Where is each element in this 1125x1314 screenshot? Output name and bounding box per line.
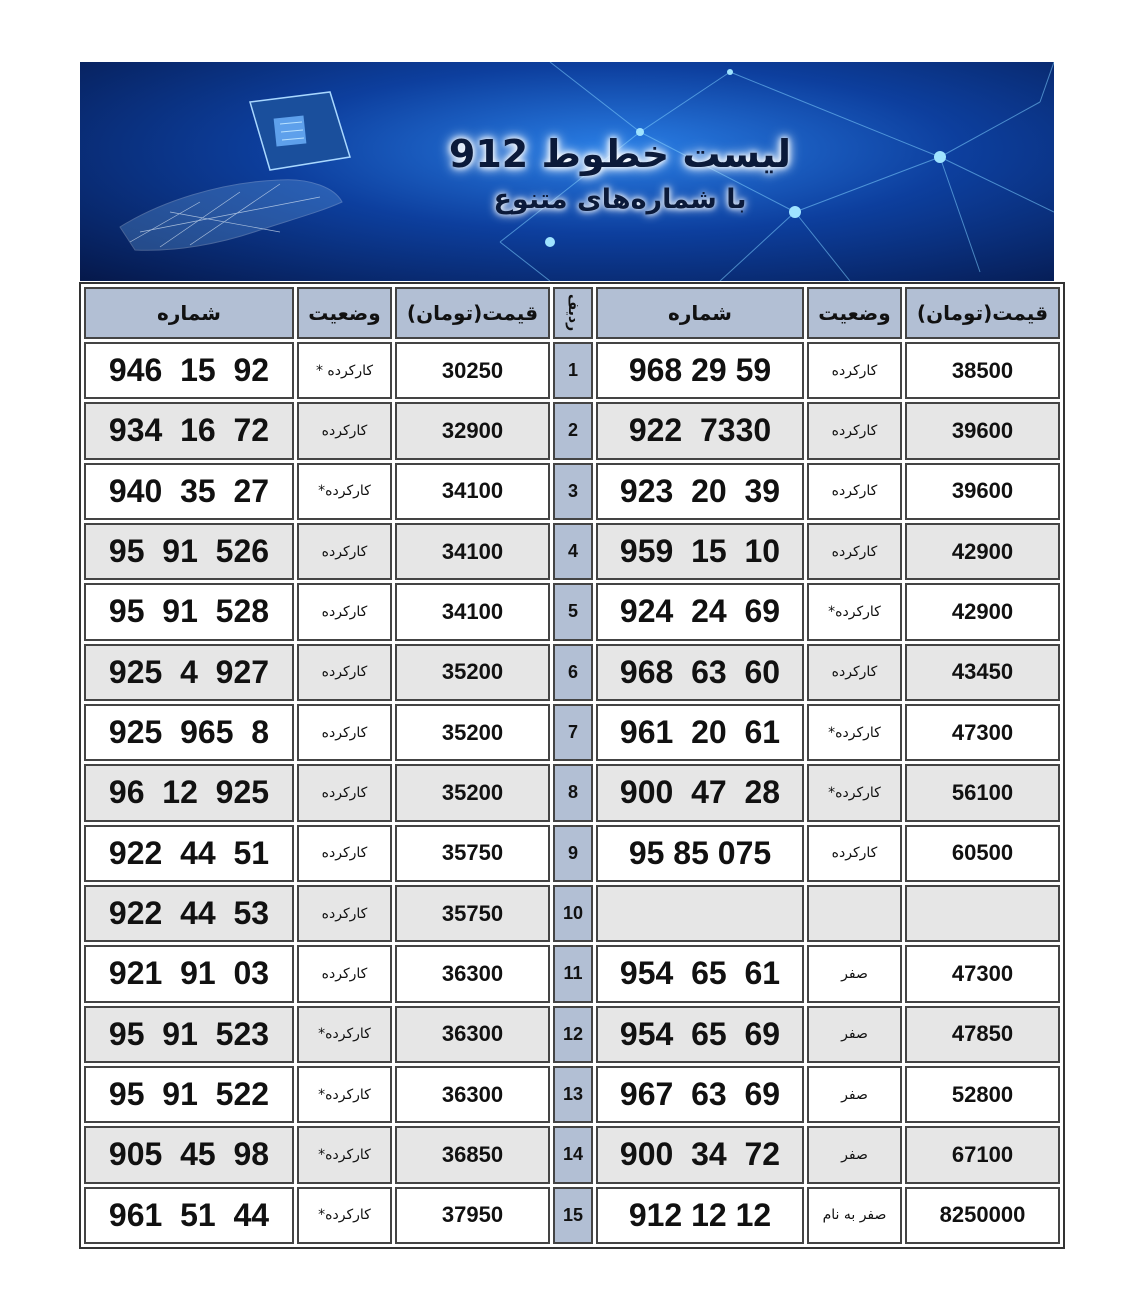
left-status-cell: کارکرده* [297, 463, 392, 520]
left-number-cell: 922 44 53 [84, 885, 294, 942]
table-row [84, 764, 1060, 821]
left-number-cell: 905 45 98 [84, 1126, 294, 1183]
header-banner [80, 62, 1054, 281]
left-status-cell: کارکرده [297, 885, 392, 942]
hand-icon [120, 180, 342, 251]
left-status-cell: کارکرده [297, 764, 392, 821]
left-number-cell: 95 91 522 [84, 1066, 294, 1123]
table-row [84, 402, 1060, 459]
left-price-cell: 35200 [395, 704, 550, 761]
table-row [84, 704, 1060, 761]
right-number-cell: 959 15 10 [596, 523, 804, 580]
right-number-cell: 954 65 69 [596, 1006, 804, 1063]
right-number-cell: 954 65 61 [596, 945, 804, 1002]
banner-title: لیست خطوط 912 [448, 132, 792, 176]
right-status-cell: کارکرده [807, 644, 902, 701]
left-status-cell: کارکرده* [297, 1006, 392, 1063]
header-left-number: شماره [84, 287, 294, 339]
left-status-cell: کارکرده [297, 704, 392, 761]
price-table [79, 282, 1065, 1249]
right-status-cell: کارکرده [807, 342, 902, 399]
right-number-cell: 968 29 59 [596, 342, 804, 399]
left-price-cell: 36300 [395, 1006, 550, 1063]
header-left-status: وضعیت [297, 287, 392, 339]
right-number-cell: 961 20 61 [596, 704, 804, 761]
row-index-cell: 1 [553, 342, 593, 399]
right-number-cell: 968 63 60 [596, 644, 804, 701]
right-status-cell: کارکرده* [807, 704, 902, 761]
left-status-cell: کارکرده* [297, 1066, 392, 1123]
right-status-cell: کارکرده [807, 402, 902, 459]
left-status-cell: کارکرده* [297, 1126, 392, 1183]
right-number-cell: 912 12 12 [596, 1187, 804, 1244]
row-index-cell: 7 [553, 704, 593, 761]
left-status-cell: کارکرده * [297, 342, 392, 399]
right-price-cell: 43450 [905, 644, 1060, 701]
right-status-cell: کارکرده* [807, 583, 902, 640]
table-row [84, 1066, 1060, 1123]
right-price-cell: 42900 [905, 523, 1060, 580]
row-index-cell: 14 [553, 1126, 593, 1183]
header-right-number: شماره [596, 287, 804, 339]
right-status-cell: صفر به نام [807, 1187, 902, 1244]
row-index-cell: 4 [553, 523, 593, 580]
table-row [84, 583, 1060, 640]
header-right-price: قیمت(تومان) [905, 287, 1060, 339]
left-price-cell: 32900 [395, 402, 550, 459]
row-index-cell: 9 [553, 825, 593, 882]
right-status-cell: صفر [807, 945, 902, 1002]
left-price-cell: 35200 [395, 644, 550, 701]
left-price-cell: 36850 [395, 1126, 550, 1183]
right-status-cell: کارکرده [807, 523, 902, 580]
left-number-cell: 95 91 523 [84, 1006, 294, 1063]
right-price-cell: 52800 [905, 1066, 1060, 1123]
right-number-cell: 900 47 28 [596, 764, 804, 821]
left-status-cell: کارکرده [297, 644, 392, 701]
table-row [84, 885, 1060, 942]
left-number-cell: 940 35 27 [84, 463, 294, 520]
row-index-cell: 10 [553, 885, 593, 942]
right-number-cell: 900 34 72 [596, 1126, 804, 1183]
right-number-cell [596, 885, 804, 942]
right-number-cell: 95 85 075 [596, 825, 804, 882]
header-left-price: قیمت(تومان) [395, 287, 550, 339]
left-number-cell: 95 91 526 [84, 523, 294, 580]
left-status-cell: کارکرده [297, 945, 392, 1002]
left-number-cell: 961 51 44 [84, 1187, 294, 1244]
table-body [84, 342, 1060, 1244]
row-index-cell: 11 [553, 945, 593, 1002]
table-row [84, 1126, 1060, 1183]
banner-subtitle: با شماره‌های متنوع [493, 184, 747, 215]
table-row [84, 1187, 1060, 1244]
left-price-cell: 35750 [395, 825, 550, 882]
row-index-cell: 15 [553, 1187, 593, 1244]
row-index-cell: 2 [553, 402, 593, 459]
right-status-cell: صفر [807, 1066, 902, 1123]
left-price-cell: 36300 [395, 945, 550, 1002]
left-price-cell: 36300 [395, 1066, 550, 1123]
left-number-cell: 921 91 03 [84, 945, 294, 1002]
right-price-cell: 39600 [905, 402, 1060, 459]
chip-icon [250, 92, 350, 170]
left-status-cell: کارکرده [297, 825, 392, 882]
table-row [84, 644, 1060, 701]
left-price-cell: 30250 [395, 342, 550, 399]
right-price-cell: 47300 [905, 704, 1060, 761]
right-price-cell: 39600 [905, 463, 1060, 520]
left-price-cell: 35750 [395, 885, 550, 942]
header-index: ردیف [553, 287, 593, 339]
right-price-cell: 47850 [905, 1006, 1060, 1063]
left-number-cell: 934 16 72 [84, 402, 294, 459]
left-price-cell: 34100 [395, 583, 550, 640]
left-status-cell: کارکرده [297, 402, 392, 459]
right-price-cell: 42900 [905, 583, 1060, 640]
table-row [84, 945, 1060, 1002]
left-price-cell: 37950 [395, 1187, 550, 1244]
table-row [84, 825, 1060, 882]
left-status-cell: کارکرده [297, 523, 392, 580]
row-index-cell: 13 [553, 1066, 593, 1123]
left-number-cell: 922 44 51 [84, 825, 294, 882]
left-number-cell: 96 12 925 [84, 764, 294, 821]
right-price-cell: 47300 [905, 945, 1060, 1002]
right-status-cell: کارکرده* [807, 764, 902, 821]
right-status-cell [807, 885, 902, 942]
left-number-cell: 925 965 8 [84, 704, 294, 761]
left-price-cell: 34100 [395, 523, 550, 580]
left-number-cell: 946 15 92 [84, 342, 294, 399]
right-status-cell: کارکرده [807, 825, 902, 882]
row-index-cell: 6 [553, 644, 593, 701]
right-status-cell: صفر [807, 1006, 902, 1063]
table-row [84, 463, 1060, 520]
left-number-cell: 925 4 927 [84, 644, 294, 701]
left-status-cell: کارکرده [297, 583, 392, 640]
right-number-cell: 923 20 39 [596, 463, 804, 520]
row-index-cell: 3 [553, 463, 593, 520]
right-status-cell: کارکرده [807, 463, 902, 520]
right-price-cell: 67100 [905, 1126, 1060, 1183]
right-price-cell: 8250000 [905, 1187, 1060, 1244]
right-price-cell: 60500 [905, 825, 1060, 882]
header-right-status: وضعیت [807, 287, 902, 339]
row-index-cell: 5 [553, 583, 593, 640]
right-price-cell: 38500 [905, 342, 1060, 399]
right-price-cell: 56100 [905, 764, 1060, 821]
row-index-cell: 8 [553, 764, 593, 821]
row-index-cell: 12 [553, 1006, 593, 1063]
left-price-cell: 35200 [395, 764, 550, 821]
table-row [84, 523, 1060, 580]
header-row [84, 287, 1060, 339]
right-number-cell: 967 63 69 [596, 1066, 804, 1123]
right-price-cell [905, 885, 1060, 942]
left-status-cell: کارکرده* [297, 1187, 392, 1244]
right-status-cell: صفر [807, 1126, 902, 1183]
left-number-cell: 95 91 528 [84, 583, 294, 640]
table-row [84, 1006, 1060, 1063]
right-number-cell: 922 7330 [596, 402, 804, 459]
table-row [84, 342, 1060, 399]
right-number-cell: 924 24 69 [596, 583, 804, 640]
left-price-cell: 34100 [395, 463, 550, 520]
